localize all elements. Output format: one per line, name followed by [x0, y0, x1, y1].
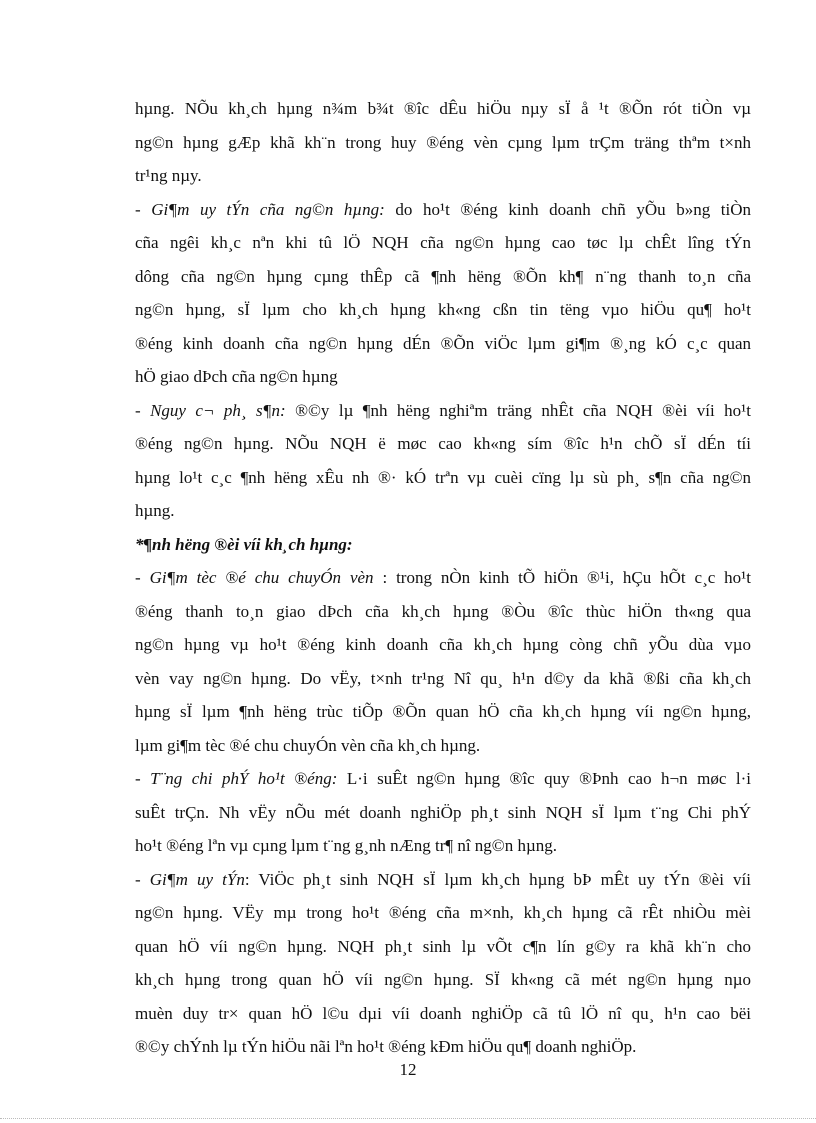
text-line: hµng. — [135, 501, 175, 520]
body-text — [135, 92, 751, 1064]
page-bottom-rule — [0, 1118, 816, 1119]
text-line: ®éng ng©n hµng. NÕu NQH ë møc cao kh«ng sím ®îc h¹n chÕ sÏ dÉn tíi — [135, 434, 751, 453]
item-label: - Gi¶m tèc ®é chu chuyÓn vèn — [135, 568, 374, 587]
text-line: hµng lo¹t c¸c ¶nh hëng xÊu nh ®· kÓ trªn vµ cuèi cïng lµ sù ph¸ s¶n cña ng©n — [135, 467, 751, 487]
text-line: ®éng kinh doanh cña ng©n hµng dÉn ®Õn viÖc lµm gi¶m ®¸ng kÓ c¸c quan — [135, 333, 751, 353]
text-line: ®©y chÝnh lµ tÝn hiÖu nãi lªn ho¹t ®éng kÐm hiÖu qu¶ doanh nghiÖp. — [135, 1037, 637, 1056]
text-line: cña ngêi kh¸c nªn khi tû lÖ NQH cña ng©n hµng cao tøc lµ chÊt lîng tÝn — [135, 233, 751, 252]
text-line: kh¸ch hµng trong quan hÖ víi ng©n hµng. SÏ kh«ng cã mét ng©n hµng nµo — [135, 970, 751, 989]
section-heading: *¶nh hëng ®èi víi kh¸ch hµng: — [135, 534, 353, 554]
text-line: ng©n hµng vµ ho¹t ®éng kinh doanh cña kh¸ch hµng còng chñ yÕu dùa vµo — [135, 635, 751, 654]
item-text: L·i suÊt ng©n hµng ®îc quy ®Þnh cao h¬n møc l·i — [337, 769, 751, 788]
item-text: do ho¹t ®éng kinh doanh chñ yÕu b»ng tiÒn — [384, 199, 751, 219]
item-text: : trong nÒn kinh tÕ hiÖn ®¹i, hÇu hÕt c¸c ho¹t — [373, 568, 751, 587]
text-line — [135, 528, 751, 562]
text-line: suÊt trÇn. Nh vËy nÕu mét doanh nghiÖp ph¸t sinh NQH sÏ lµm t¨ng Chi phÝ — [135, 802, 751, 822]
item-label: - Nguy c¬ ph¸ s¶n: — [135, 400, 286, 420]
text-line — [135, 394, 751, 428]
item-text: ®©y lµ ¶nh hëng nghiªm träng nhÊt cña NQH ®èi víi ho¹t — [285, 400, 751, 420]
text-line — [135, 863, 751, 897]
text-line: muèn duy tr× quan hÖ l©u dµi víi doanh nghiÖp cã tû lÖ nî qu¸ h¹n cao bëi — [135, 1003, 751, 1023]
text-line — [135, 193, 751, 227]
text-line: quan hÖ víi ng©n hµng. NQH ph¸t sinh lµ vÕt c¶n lín g©y ra khã kh¨n cho — [135, 936, 751, 956]
text-line: hµng. NÕu kh¸ch hµng n¾m b¾t ®îc dÊu hiÖu nµy sÏ å ¹t ®Õn rót tiÒn vµ — [135, 99, 751, 118]
text-line: vèn vay ng©n hµng. Do vËy, t×nh tr¹ng Nî qu¸ h¹n d©y da khã ®ßi cña kh¸ch — [135, 668, 751, 688]
text-line: dông cña ng©n hµng cµng thÊp cã ¶nh hëng ®Õn kh¶ n¨ng thanh to¸n cña — [135, 266, 751, 286]
text-line — [135, 762, 751, 796]
text-line — [135, 561, 751, 595]
text-line: lµm gi¶m tèc ®é chu chuyÓn vèn cña kh¸ch hµng. — [135, 735, 481, 755]
page-number: 12 — [399, 1060, 417, 1079]
item-label: - Gi¶m uy tÝn cña ng©n hµng: — [135, 199, 385, 219]
item-label: - T¨ng chi phÝ ho¹t ®éng: — [135, 769, 338, 788]
text-line: ng©n hµng gÆp khã kh¨n trong huy ®éng vèn cµng lµm trÇm träng thªm t×nh — [135, 132, 751, 152]
text-line: ng©n hµng. VËy mµ trong ho¹t ®éng cña m×nh, kh¸ch hµng cã rÊt nhiÒu mèi — [135, 903, 751, 922]
text-line: tr¹ng nµy. — [135, 166, 202, 185]
text-line: ®éng thanh to¸n giao dÞch cña kh¸ch hµng ®Òu ®îc thùc hiÖn th«ng qua — [135, 601, 751, 621]
text-line: hÖ giao dÞch cña ng©n hµng — [135, 367, 338, 386]
text-line: hµng sÏ lµm ¶nh hëng trùc tiÕp ®Õn quan hÖ cña kh¸ch hµng víi ng©n hµng, — [135, 702, 751, 721]
text-line: ng©n hµng, sÏ lµm cho kh¸ch hµng kh«ng cßn tin tëng vµo hiÖu qu¶ ho¹t — [135, 300, 751, 319]
item-label: - Gi¶m uy tÝn — [135, 869, 245, 889]
text-line: ho¹t ®éng lªn vµ cµng lµm t¨ng g¸nh nÆng tr¶ nî ng©n hµng. — [135, 836, 558, 855]
item-text: : ViÖc ph¸t sinh NQH sÏ lµm kh¸ch hµng bÞ mÊt uy tÝn ®èi víi — [244, 869, 751, 889]
